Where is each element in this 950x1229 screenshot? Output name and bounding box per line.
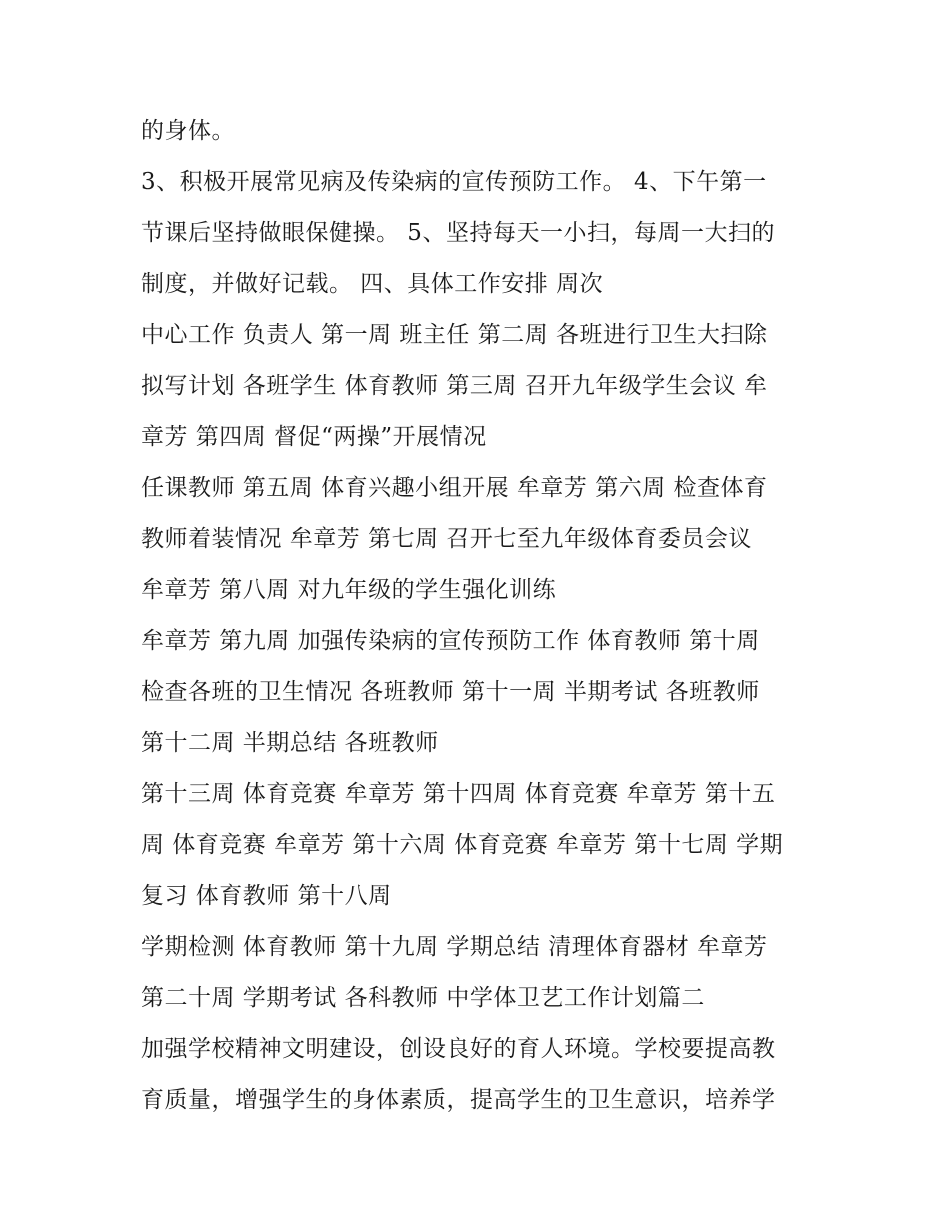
- text-line: 任课教师 第五周 体育兴趣小组开展 牟章芳 第六周 检查体育: [141, 475, 768, 501]
- text-line: 加强学校精神文明建设，创设良好的育人环境。学校要提高教: [141, 1036, 776, 1062]
- text-line: 3、积极开展常见病及传染病的宣传预防工作。 4、下午第一: [141, 169, 767, 195]
- text-line: 第十二周 半期总结 各班教师: [141, 730, 439, 756]
- text-line: 育质量，增强学生的身体素质，提高学生的卫生意识，培养学: [141, 1087, 776, 1113]
- text-line: 第十三周 体育竞赛 牟章芳 第十四周 体育竞赛 牟章芳 第十五: [141, 781, 776, 807]
- text-line: 牟章芳 第八周 对九年级的学生强化训练: [141, 577, 557, 603]
- text-line: 节课后坚持做眼保健操。 5、坚持每天一小扫，每周一大扫的: [141, 220, 775, 246]
- text-line: 拟写计划 各班学生 体育教师 第三周 召开九年级学生会议 牟: [141, 373, 768, 399]
- text-line: 学期检测 体育教师 第十九周 学期总结 清理体育器材 牟章芳: [141, 934, 768, 960]
- text-line: 章芳 第四周 督促“两操”开展情况: [141, 424, 487, 450]
- text-line: 检查各班的卫生情况 各班教师 第十一周 半期考试 各班教师: [141, 679, 760, 705]
- text-line: 牟章芳 第九周 加强传染病的宣传预防工作 体育教师 第十周: [141, 628, 760, 654]
- text-line: 教师着装情况 牟章芳 第七周 召开七至九年级体育委员会议: [141, 526, 752, 552]
- text-line: 中心工作 负责人 第一周 班主任 第二周 各班进行卫生大扫除: [141, 322, 768, 348]
- body-text: [141, 106, 821, 1126]
- text-line: 的身体。: [141, 118, 235, 144]
- text-line: 制度，并做好记载。 四、具体工作安排 周次: [141, 271, 604, 297]
- text-line: 第二十周 学期考试 各科教师 中学体卫艺工作计划篇二: [141, 985, 705, 1011]
- text-line: 复习 体育教师 第十八周: [141, 883, 392, 909]
- text-line: 周 体育竞赛 牟章芳 第十六周 体育竞赛 牟章芳 第十七周 学期: [141, 832, 784, 858]
